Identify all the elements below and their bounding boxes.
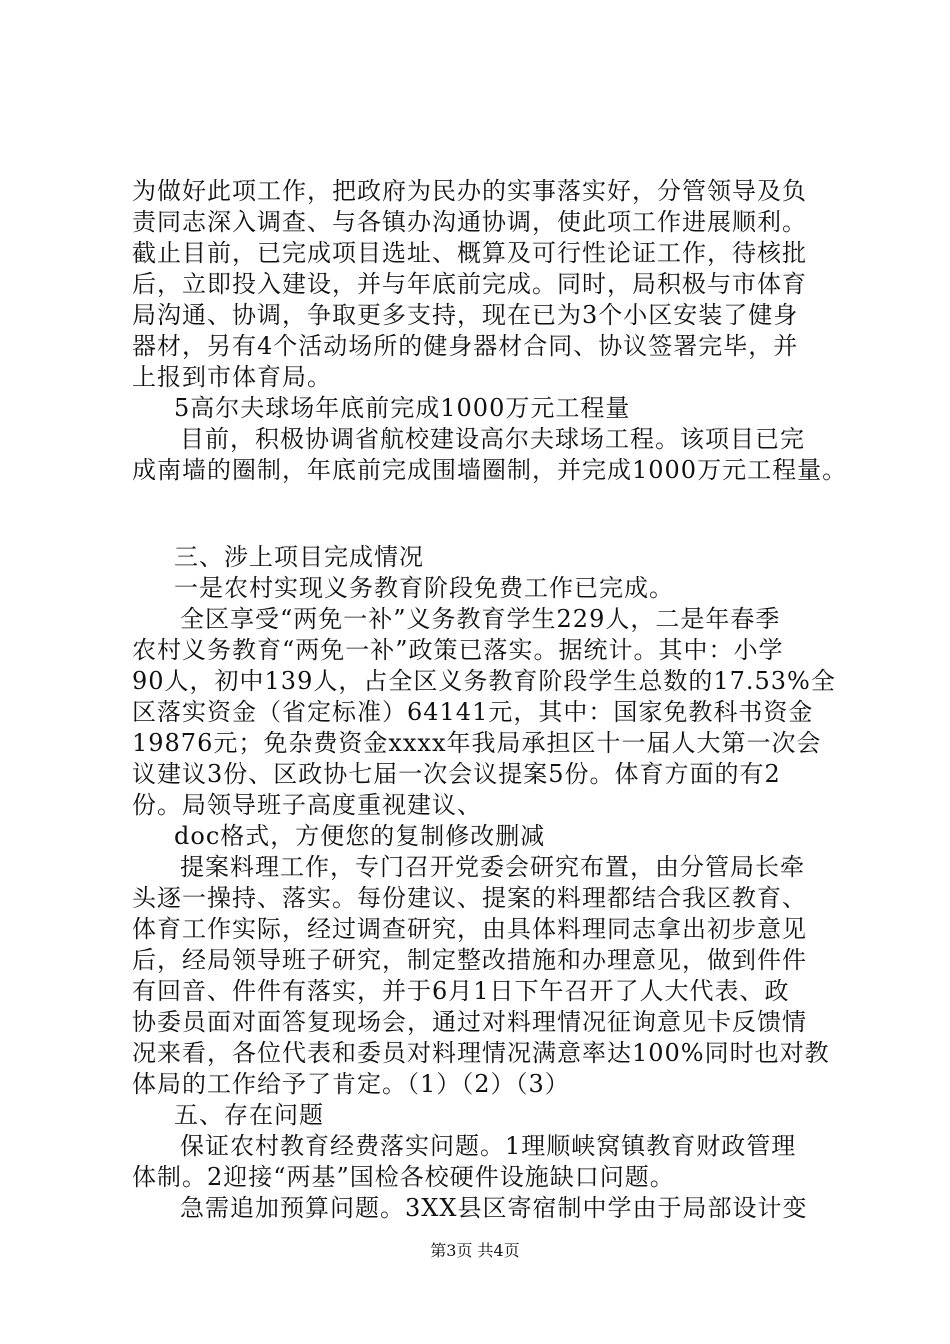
text-line: 全区享受“两免一补”义务教育学生229人，二是年春季 xyxy=(180,605,781,633)
text-line: 局沟通、协调，争取更多支持，现在已为3个小区安装了健身 xyxy=(132,301,799,329)
text-line: 况来看，各位代表和委员对料理情况满意率达100%同时也对教 xyxy=(132,1039,830,1067)
text-line: 体局的工作给予了肯定。（1）（2）（3） xyxy=(132,1070,570,1098)
text-line: 目前，积极协调省航校建设高尔夫球场工程。该项目已完 xyxy=(180,425,805,453)
text-line: 提案料理工作，专门召开党委会研究布置，由分管局长牵 xyxy=(180,853,805,881)
text-line: doc格式，方便您的复制修改删减 xyxy=(174,822,546,850)
text-line: 为做好此项工作，把政府为民办的实事落实好，分管领导及负 xyxy=(132,177,807,205)
text-line: 头逐一操持、落实。每份建议、提案的料理都结合我区教育、 xyxy=(132,884,807,912)
text-line: 五、存在问题 xyxy=(174,1101,324,1129)
text-line: 议建议3份、区政协七届一次会议提案5份。体育方面的有2 xyxy=(132,760,781,788)
text-line: 一是农村实现义务教育阶段免费工作已完成。 xyxy=(174,574,674,602)
text-line: 5高尔夫球场年底前完成1000万元工程量 xyxy=(174,394,631,422)
text-line: 19876元；免杂费资金xxxx年我局承担区十一届人大第一次会 xyxy=(132,729,822,757)
text-line: 有回音、件件有落实，并于6月1日下午召开了人大代表、政 xyxy=(132,977,790,1005)
text-line: 后，经局领导班子研究，制定整改措施和办理意见，做到件件 xyxy=(132,946,807,974)
text-line: 成南墙的圈制，年底前完成围墙圈制，并完成1000万元工程量。 xyxy=(132,456,848,484)
text-line: 上报到市体育局。 xyxy=(132,363,332,391)
document-body xyxy=(132,176,848,1224)
text-line: 体制。2迎接“两基”国检各校硬件设施缺口问题。 xyxy=(132,1163,675,1191)
text-line: 三、涉上项目完成情况 xyxy=(174,543,424,571)
text-line: 体育工作实际，经过调查研究，由具体料理同志拿出初步意见 xyxy=(132,915,807,943)
text-line: 份。局领导班子高度重视建议、 xyxy=(132,791,482,819)
text-line: 责同志深入调查、与各镇办沟通协调，使此项工作进展顺利。 xyxy=(132,208,807,236)
text-line: 后，立即投入建设，并与年底前完成。同时，局积极与市体育 xyxy=(132,270,807,298)
text-line: 器材，另有4个活动场所的健身器材合同、协议签署完毕，并 xyxy=(132,332,799,360)
page-footer: 第3页 共4页 xyxy=(430,1241,520,1260)
text-line: 急需追加预算问题。3XX县区寄宿制中学由于局部设计变 xyxy=(180,1194,808,1222)
text-line: 农村义务教育“两免一补”政策已落实。据统计。其中：小学 xyxy=(132,636,784,664)
paragraph-gap xyxy=(132,486,844,542)
text-line: 区落实资金（省定标准）64141元，其中：国家免教科书资金 xyxy=(132,698,814,726)
text-line: 截止目前，已完成项目选址、概算及可行性论证工作，待核批 xyxy=(132,239,807,267)
text-line: 保证农村教育经费落实问题。1理顺峡窝镇教育财政管理 xyxy=(180,1132,797,1160)
text-line: 90人，初中139人，占全区义务教育阶段学生总数的17.53%全 xyxy=(132,667,836,695)
text-line: 协委员面对面答复现场会，通过对料理情况征询意见卡反馈情 xyxy=(132,1008,807,1036)
